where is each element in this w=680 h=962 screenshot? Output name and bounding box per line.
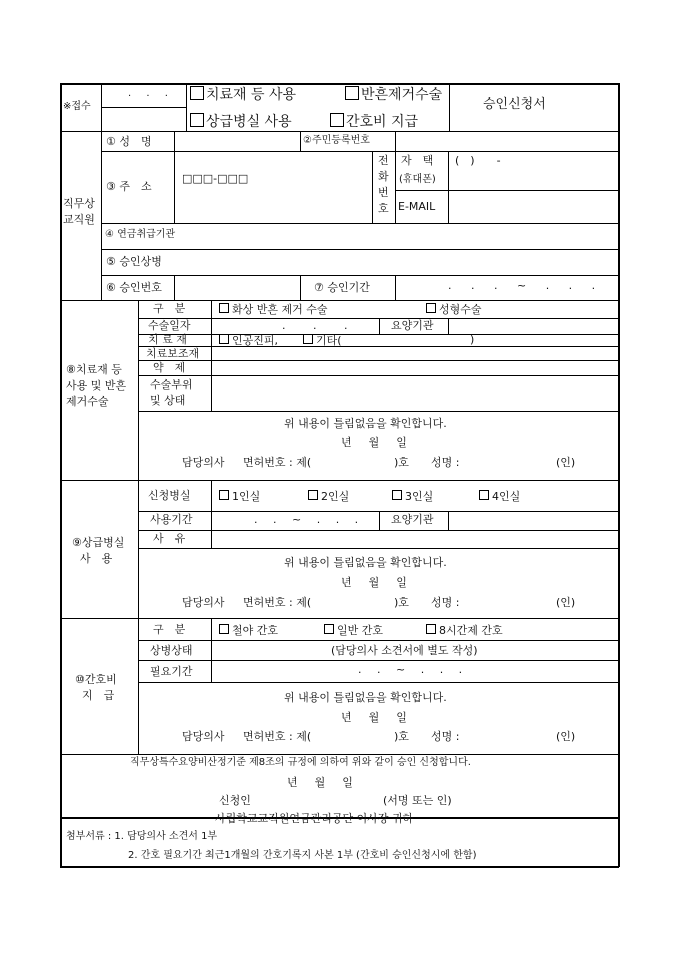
checkbox-icon[interactable] [308, 490, 318, 500]
option-material-label: 치료재 등 사용 [206, 87, 297, 103]
sec8-license: 면허번호 : 제( [243, 456, 312, 469]
option-scar-removal-label: 반흔제거수술 [361, 87, 443, 103]
checkbox-icon[interactable] [324, 624, 334, 634]
sec8-confirm: 위 내용이 틀림없음을 확인합니다. [284, 417, 447, 430]
sec10-seal: (인) [556, 730, 576, 743]
sec9-reason-label: 사 유 [153, 532, 186, 545]
sec8-drug-label: 약 제 [153, 361, 186, 374]
phone-vertical-label: 전 화 번 호 [378, 154, 389, 215]
checkbox-icon[interactable] [303, 334, 313, 344]
approved-illness-label: ⑤ 승인상병 [106, 255, 162, 268]
sec8-date: 년 월 일 [341, 436, 410, 449]
sec9-room-2[interactable]: 2인실 [308, 490, 349, 502]
sec9-date: 년 월 일 [341, 576, 410, 589]
phone-home-value[interactable]: ( ) - [455, 154, 501, 167]
receipt-date: . . . [128, 88, 174, 99]
approval-period-label: ⑦ 승인기간 [314, 281, 370, 294]
option-material[interactable] [190, 86, 296, 102]
attachment-2: 2. 간호 필요기간 최근1개월의 간호기록지 사본 1부 (간호비 승인신청시에 한함) [128, 850, 477, 861]
sec8-surgery-date-label: 수술일자 [148, 319, 191, 332]
checkbox-icon[interactable] [219, 624, 229, 634]
sec9-room-1[interactable]: 1인실 [219, 490, 260, 502]
sec8-seal: (인) [556, 456, 576, 469]
checkbox-icon[interactable] [345, 86, 359, 100]
sec8-aux-label: 치료보조재 [146, 347, 200, 360]
sec10-doctor: 담당의사 [182, 730, 225, 743]
sec10-condition-value: (담당의사 소견서에 별도 작성) [331, 644, 478, 657]
address-postcode[interactable]: □□□-□□□ [182, 172, 249, 185]
pension-label: ④ 연금취급기관 [105, 229, 176, 240]
sec8-doctor: 담당의사 [182, 456, 225, 469]
sec10-confirm: 위 내용이 틀림없음을 확인합니다. [284, 691, 447, 704]
receipt-label: ※접수 [63, 101, 91, 112]
sec8-material-other-close: ) [470, 333, 475, 346]
checkbox-icon[interactable] [219, 490, 229, 500]
checkbox-icon[interactable] [219, 303, 229, 313]
sec9-license-end: )호 [394, 596, 409, 609]
sec8-material-label: 치 료 재 [148, 333, 187, 346]
checkbox-icon[interactable] [330, 113, 344, 127]
sec8-kind-label: 구 분 [153, 302, 186, 315]
sec10-kind-overnight[interactable]: 철야 간호 [219, 624, 278, 636]
option-upper-ward-label: 상급병실 사용 [206, 114, 292, 130]
sec9-period-value[interactable]: . . ~ . . . [254, 513, 365, 526]
sec8-license-end: )호 [394, 456, 409, 469]
sec9-seal: (인) [556, 596, 576, 609]
rrn-label: ②주민등록번호 [303, 135, 370, 146]
sec8-material-dermis[interactable]: 인공진피, [219, 334, 278, 346]
email-label: E-MAIL [398, 200, 436, 213]
sec10-kind-label: 구 분 [153, 623, 186, 636]
sec10-kind-8hour[interactable]: 8시간제 간호 [426, 624, 503, 636]
sec9-room-label: 신청병실 [148, 489, 191, 502]
option-upper-ward[interactable] [190, 113, 292, 129]
sec9-room-3[interactable]: 3인실 [392, 490, 433, 502]
sec10-sign-name: 성명 : [431, 730, 460, 743]
form-title: 승인신청서 [483, 97, 546, 112]
sec9-confirm: 위 내용이 틀림없음을 확인합니다. [284, 556, 447, 569]
checkbox-icon[interactable] [426, 624, 436, 634]
option-scar-removal[interactable] [345, 86, 442, 102]
approval-no-label: ⑥ 승인번호 [106, 281, 162, 294]
sec8-kind-burn[interactable]: 화상 반흔 제거 수술 [219, 303, 328, 315]
sec8-care-org-label: 요양기관 [391, 319, 434, 332]
sec9-care-org-label: 요양기관 [391, 513, 434, 526]
phone-home-label: 자 택 [401, 154, 434, 167]
sec9-sign-name: 성명 : [431, 596, 460, 609]
section10-label: ⑩간호비 지 급 [75, 673, 117, 702]
recipient: 사립학교교직원연금관리공단 이사장 귀하 [215, 812, 414, 825]
option-nursing-label: 간호비 지급 [346, 114, 419, 130]
sec10-date: 년 월 일 [341, 711, 410, 724]
sec10-period-value[interactable]: . . ~ . . . [358, 663, 469, 676]
checkbox-icon[interactable] [392, 490, 402, 500]
sec8-surgery-date-value[interactable]: . . . [282, 319, 360, 332]
sec8-site-label: 수술부위 및 상태 [150, 378, 193, 407]
checkbox-icon[interactable] [426, 303, 436, 313]
section-person-label: 직무상 교직원 [63, 197, 95, 226]
sec8-sign-name: 성명 : [431, 456, 460, 469]
checkbox-icon[interactable] [479, 490, 489, 500]
checkbox-icon[interactable] [190, 86, 204, 100]
applicant-label: 신청인 [219, 794, 251, 807]
approval-period-value[interactable]: . . . ~ . . . [448, 279, 604, 292]
checkbox-icon[interactable] [219, 334, 229, 344]
attachment-1: 첨부서류 : 1. 담당의사 소견서 1부 [66, 831, 218, 842]
checkbox-icon[interactable] [190, 113, 204, 127]
name-label: ① 성 명 [106, 135, 152, 148]
applicant-sign: (서명 또는 인) [383, 794, 452, 807]
application-statement: 직무상특수요양비산정기준 제8조의 규정에 의하여 위와 같이 승인 신청합니다. [130, 757, 471, 768]
sec8-material-other[interactable]: 기타( [303, 334, 342, 346]
sec8-kind-plastic[interactable]: 성형수술 [426, 303, 482, 315]
sec9-license: 면허번호 : 제( [243, 596, 312, 609]
section8-label: ⑧치료재 등 사용 및 반흔 제거수술 [66, 363, 127, 408]
sec10-condition-label: 상병상태 [150, 644, 193, 657]
sec10-period-label: 필요기간 [150, 665, 193, 678]
address-label: ③ 주 소 [106, 180, 152, 193]
sec10-license: 면허번호 : 제( [243, 730, 312, 743]
sec9-doctor: 담당의사 [182, 596, 225, 609]
option-nursing[interactable] [330, 113, 418, 129]
application-date: 년 월 일 [287, 776, 356, 789]
phone-mobile-label: (휴대폰) [399, 174, 436, 185]
section9-label: ⑨상급병실 사 용 [72, 536, 125, 565]
sec9-room-4[interactable]: 4인실 [479, 490, 520, 502]
sec9-period-label: 사용기간 [150, 513, 193, 526]
sec10-kind-general[interactable]: 일반 간호 [324, 624, 383, 636]
sec10-license-end: )호 [394, 730, 409, 743]
